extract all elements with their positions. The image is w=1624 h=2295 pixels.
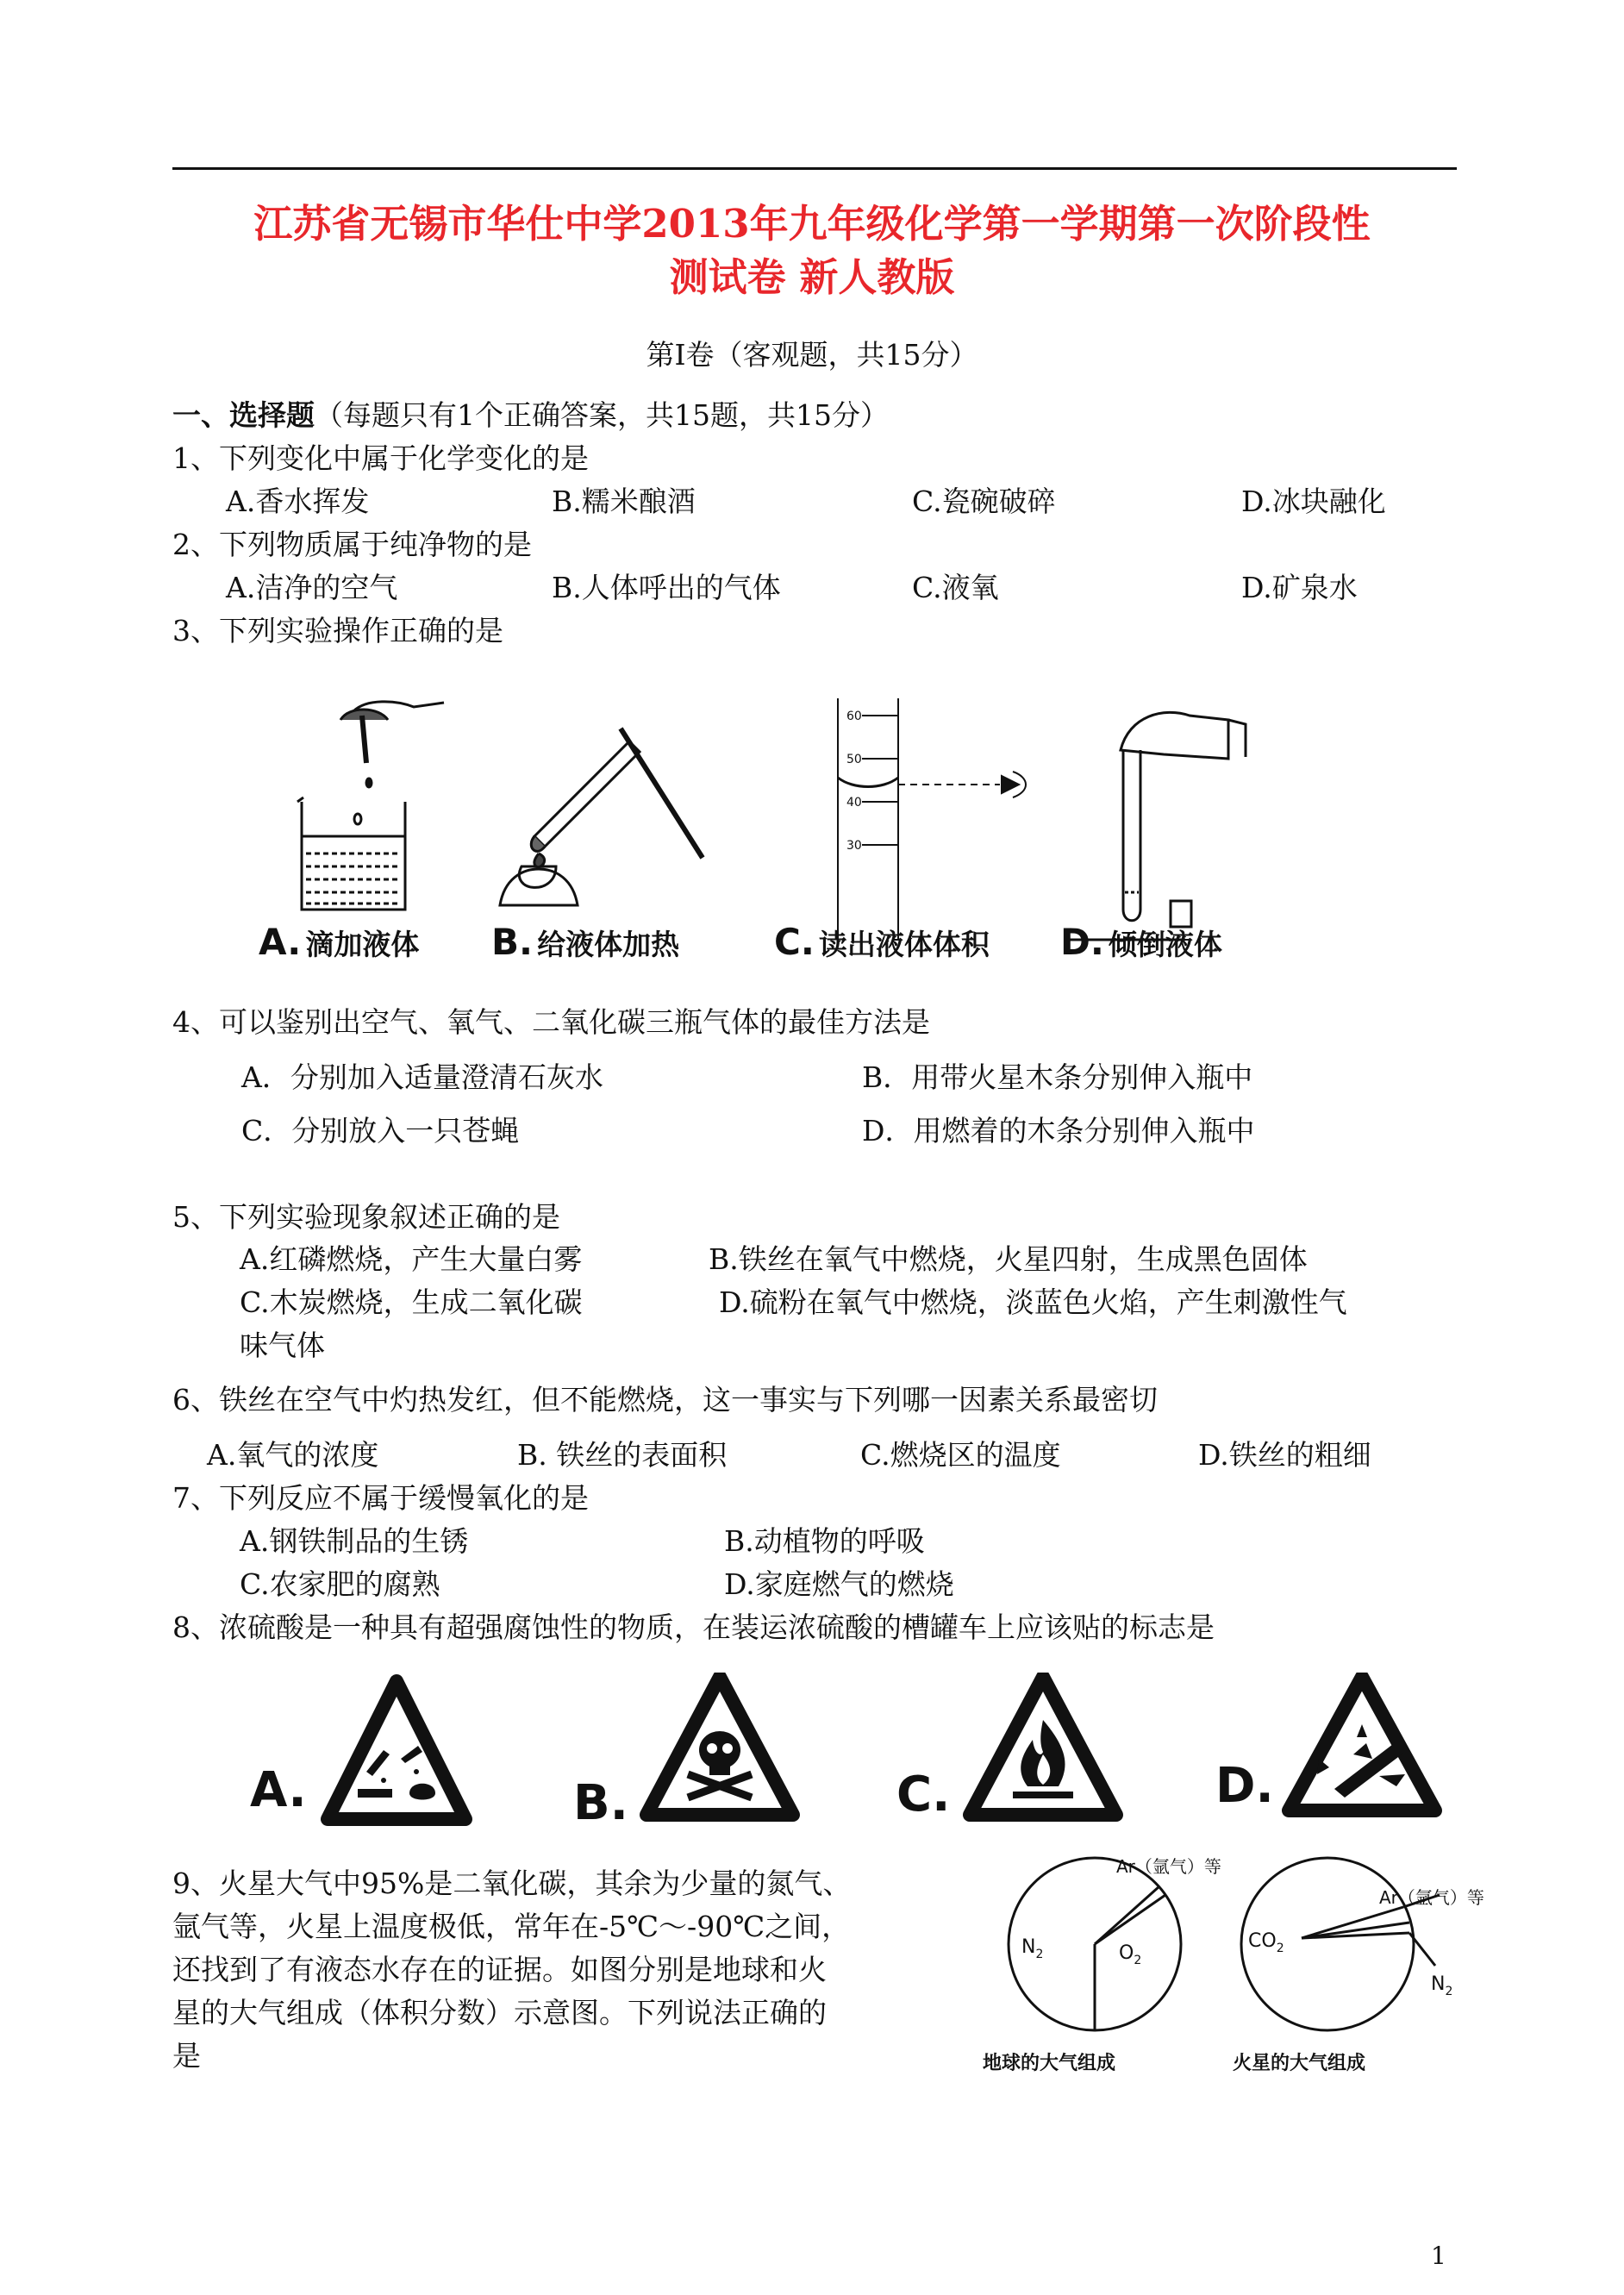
dropper-beaker-illustration (297, 702, 444, 910)
q5-option-d-continued: 味气体 (240, 1329, 325, 1362)
q2-stem: 2、下列物质属于纯净物的是 (172, 528, 532, 561)
q8-label-b: B. (573, 1775, 628, 1831)
q6-stem: 6、铁丝在空气中灼热发红，但不能燃烧，这一事实与下列哪一因素关系最密切 (172, 1383, 1158, 1416)
header-rule (172, 167, 1457, 170)
section-lead: 一、选择题 (172, 398, 315, 432)
page-number: 1 (1431, 2242, 1446, 2270)
pouring-liquid-illustration (1069, 712, 1246, 940)
toxic-sign-icon (646, 1677, 793, 1815)
q3-stem: 3、下列实验操作正确的是 (172, 614, 503, 647)
q2-option-b: B.人体呼出的气体 (552, 571, 781, 604)
mars-ar-label: Ar（氩气）等 (1379, 1887, 1484, 1908)
q3-caption-a-letter: A. (259, 921, 302, 963)
section-note: （每题只有1个正确答案，共15题，共15分） (315, 398, 889, 432)
doc-title-line1: 江苏省无锡市华仕中学2013年九年级化学第一学期第一次阶段性 (253, 201, 1371, 247)
cylinder-tick-labels (846, 710, 862, 853)
q5-option-a: A.红磷燃烧，产生大量白雾 (240, 1242, 583, 1276)
q2-option-a: A.洁净的空气 (226, 571, 398, 604)
q4-option-d: D．用燃着的木条分别伸入瓶中 (862, 1114, 1255, 1148)
q9-line-3: 还找到了有液态水存在的证据。如图分别是地球和火 (172, 1953, 827, 1986)
q3-caption-d-letter: D. (1060, 921, 1104, 963)
heating-test-tube-illustration (500, 729, 703, 905)
q1-option-d: D.冰块融化 (1241, 485, 1386, 518)
q7-stem: 7、下列反应不属于缓慢氧化的是 (172, 1481, 589, 1515)
q1-option-a: A.香水挥发 (226, 485, 370, 518)
doc-title-line2: 测试卷 新人教版 (669, 254, 955, 300)
q8-hazard-signs-figure (241, 1673, 1465, 1845)
graduated-cylinder-illustration (838, 698, 1026, 940)
q3-caption-b-letter: B. (491, 921, 533, 963)
earth-o2-label: $O_2$ (1119, 1942, 1142, 1967)
q6-option-c: C.燃烧区的温度 (860, 1438, 1061, 1472)
q7-option-a: A.钢铁制品的生锈 (240, 1524, 469, 1558)
q8-label-c: C. (896, 1767, 951, 1823)
q4-stem: 4、可以鉴别出空气、氧气、二氧化碳三瓶气体的最佳方法是 (172, 1005, 930, 1039)
q4-option-a: A．分别加入适量澄清石灰水 (241, 1060, 603, 1094)
q9-line-5: 是 (172, 2039, 201, 2073)
q9-atmosphere-composition-figure (974, 1836, 1534, 2078)
q5-stem: 5、下列实验现象叙述正确的是 (172, 1200, 560, 1234)
q9-line-1: 9、火星大气中95%是二氧化碳，其余为少量的氮气、 (172, 1867, 852, 1900)
explosive-sign-icon (1289, 1677, 1435, 1810)
section-heading (172, 398, 889, 433)
cylinder-tick-50: 50 (846, 753, 862, 766)
q7-option-c: C.农家肥的腐熟 (240, 1567, 440, 1601)
q8-label-d: D. (1215, 1758, 1274, 1814)
q4-option-b: B．用带火星木条分别伸入瓶中 (862, 1060, 1253, 1094)
q6-option-d: D.铁丝的粗细 (1198, 1438, 1371, 1472)
q1-option-c: C.瓷碗破碎 (912, 485, 1056, 518)
q3-caption-a-text: 滴加液体 (305, 928, 420, 961)
earth-ar-label: Ar（氩气）等 (1116, 1856, 1221, 1877)
q8-label-a: A. (250, 1762, 307, 1818)
q1-stem: 1、下列变化中属于化学变化的是 (172, 441, 589, 475)
cylinder-tick-30: 30 (846, 839, 862, 853)
q3-caption-c-letter: C. (774, 921, 815, 963)
part-heading: 第Ⅰ卷（客观题，共15分） (646, 338, 978, 372)
q3-caption-d-text: 倾倒液体 (1108, 928, 1222, 961)
q4-option-c: C．分别放入一只苍蝇 (241, 1114, 520, 1148)
q9-line-2: 氩气等，火星上温度极低，常年在-5℃～-90℃之间， (172, 1910, 851, 1943)
mars-co2-label: $CO_2$ (1248, 1930, 1284, 1955)
mars-chart-caption: 火星的大气组成 (1233, 2053, 1366, 2074)
cylinder-tick-60: 60 (846, 710, 862, 723)
q5-option-b: B.铁丝在氧气中燃烧，火星四射，生成黑色固体 (709, 1242, 1308, 1276)
earth-chart-caption: 地球的大气组成 (983, 2053, 1116, 2074)
q9-text-block (172, 1862, 851, 2078)
q7-option-d: D.家庭燃气的燃烧 (724, 1567, 954, 1601)
mars-n2-label: $N_2$ (1431, 1973, 1453, 1998)
q6-option-b: B. 铁丝的表面积 (517, 1438, 728, 1472)
q3-caption-b-text: 给液体加热 (537, 928, 680, 961)
q3-captions (259, 921, 1319, 972)
earth-n2-label: $N_2$ (1021, 1936, 1044, 1961)
q2-option-c: C.液氧 (912, 571, 999, 604)
flammable-sign-icon (970, 1677, 1116, 1815)
q1-option-b: B.糯米酿酒 (552, 485, 696, 518)
q3-caption-c-text: 读出液体体积 (818, 928, 990, 961)
corrosive-sign-icon (328, 1681, 465, 1819)
q8-stem: 8、浓硫酸是一种具有超强腐蚀性的物质，在装运浓硫酸的槽罐车上应该贴的标志是 (172, 1610, 1215, 1644)
q7-option-b: B.动植物的呼吸 (724, 1524, 925, 1558)
q2-option-d: D.矿泉水 (1241, 571, 1358, 604)
q5-option-c: C.木炭燃烧，生成二氧化碳 (240, 1285, 583, 1319)
q5-option-d: D.硫粉在氧气中燃烧，淡蓝色火焰，产生刺激性气 (719, 1285, 1347, 1319)
q9-line-4: 星的大气组成（体积分数）示意图。下列说法正确的 (172, 1996, 827, 2029)
cylinder-tick-40: 40 (846, 796, 862, 810)
q6-option-a: A.氧气的浓度 (207, 1438, 379, 1472)
